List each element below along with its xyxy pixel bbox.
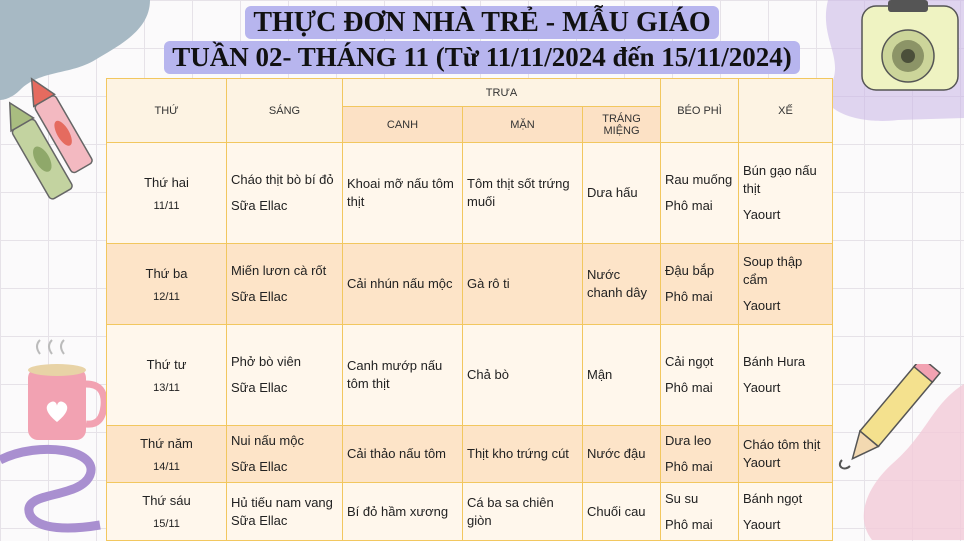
table-row <box>107 244 833 325</box>
header-thu: THỨ <box>107 79 227 143</box>
canh-dish: Canh mướp nấu tôm thịt <box>347 358 443 391</box>
canh-dish: Khoai mỡ nấu tôm thịt <box>347 176 454 209</box>
sang-drink: Sữa Ellac <box>231 380 288 395</box>
day-name: Thứ năm <box>140 435 193 451</box>
trang-mieng-dish: Nước chanh dây <box>587 267 647 300</box>
canh-dish: Cải thảo nấu tôm <box>347 446 447 461</box>
beo-phi-dish: Đậu bắp <box>665 263 715 278</box>
menu-table <box>106 78 833 541</box>
xe-extra: Yaourt <box>743 207 781 222</box>
day-date: 15/11 <box>153 518 180 530</box>
header-trua: TRƯA <box>343 79 661 107</box>
xe-extra: Yaourt <box>743 298 781 313</box>
man-dish: Tôm thịt sốt trứng muối <box>467 176 570 209</box>
man-dish: Gà rô ti <box>467 276 510 291</box>
beo-phi-extra: Phô mai <box>665 289 713 304</box>
sang-drink: Sữa Ellac <box>231 198 288 213</box>
xe-extra: Yaourt <box>743 380 781 395</box>
xe-extra: Yaourt <box>743 455 781 470</box>
man-dish: Cá ba sa chiên giòn <box>467 494 554 528</box>
decor-swirl-bottom-left <box>0 430 110 540</box>
sang-dish: Miến lươn cà rốt <box>231 263 327 278</box>
trang-mieng-dish: Mận <box>587 367 613 382</box>
xe-extra: Yaourt <box>743 516 781 532</box>
trang-mieng-dish: Nước đậu <box>587 446 646 461</box>
xe-dish: Bánh Hura <box>743 354 806 369</box>
man-dish: Thịt kho trứng cút <box>467 446 569 461</box>
day-date: 13/11 <box>153 381 180 394</box>
header-man: MẶN <box>463 107 583 143</box>
sang-dish: Phở bò viên <box>231 354 301 369</box>
day-name: Thứ tư <box>146 356 187 372</box>
xe-dish: Bún gạo nấu thịt <box>743 163 817 196</box>
canh-dish: Cải nhún nấu mộc <box>347 276 453 291</box>
canh-dish: Bí đỏ hầm xương <box>347 503 449 519</box>
xe-dish: Cháo tôm thịt <box>743 437 821 452</box>
sang-drink: Sữa Ellac <box>231 289 288 304</box>
beo-phi-dish: Su su <box>665 490 699 506</box>
day-date: 11/11 <box>153 199 180 212</box>
page-title: THỰC ĐƠN NHÀ TRẺ - MẪU GIÁO <box>245 6 718 39</box>
sang-drink: Sữa Ellac <box>231 459 288 474</box>
header-canh: CANH <box>343 107 463 143</box>
man-dish: Chả bò <box>467 367 509 382</box>
day-date: 12/11 <box>153 290 180 303</box>
table-row <box>107 426 833 483</box>
xe-dish: Bánh ngọt <box>743 490 803 506</box>
page-subtitle: TUẦN 02- THÁNG 11 (Từ 11/11/2024 đến 15/11/2024) <box>164 41 800 74</box>
sang-dish: Nui nấu mộc <box>231 433 304 448</box>
title-block <box>0 6 964 74</box>
sang-drink: Sữa Ellac <box>231 512 288 528</box>
beo-phi-extra: Phô mai <box>665 198 713 213</box>
header-trang-mieng: TRÁNG MIỆNG <box>583 107 661 143</box>
xe-dish: Soup thập cẩm <box>743 254 803 287</box>
sang-dish: Hủ tiếu nam vang <box>231 494 333 510</box>
crayon-icon <box>2 72 102 212</box>
day-name: Thứ sáu <box>142 493 191 508</box>
header-xe: XẾ <box>739 79 833 143</box>
pencil-icon <box>832 364 964 540</box>
beo-phi-dish: Cải ngọt <box>665 354 714 369</box>
beo-phi-dish: Dưa leo <box>665 433 712 448</box>
beo-phi-extra: Phô mai <box>665 459 713 474</box>
header-beo-phi: BÉO PHÌ <box>661 79 739 143</box>
beo-phi-extra: Phô mai <box>665 380 713 395</box>
table-row <box>107 143 833 244</box>
day-name: Thứ ba <box>145 265 188 281</box>
header-sang: SÁNG <box>227 79 343 143</box>
day-date: 14/11 <box>153 460 180 473</box>
beo-phi-dish: Rau muống <box>665 172 733 187</box>
table-row <box>107 483 833 541</box>
trang-mieng-dish: Dưa hấu <box>587 185 638 200</box>
table-row <box>107 325 833 426</box>
sang-dish: Cháo thịt bò bí đỏ <box>231 172 334 187</box>
day-name: Thứ hai <box>144 174 189 190</box>
beo-phi-extra: Phô mai <box>665 516 713 532</box>
trang-mieng-dish: Chuối cau <box>587 503 646 519</box>
